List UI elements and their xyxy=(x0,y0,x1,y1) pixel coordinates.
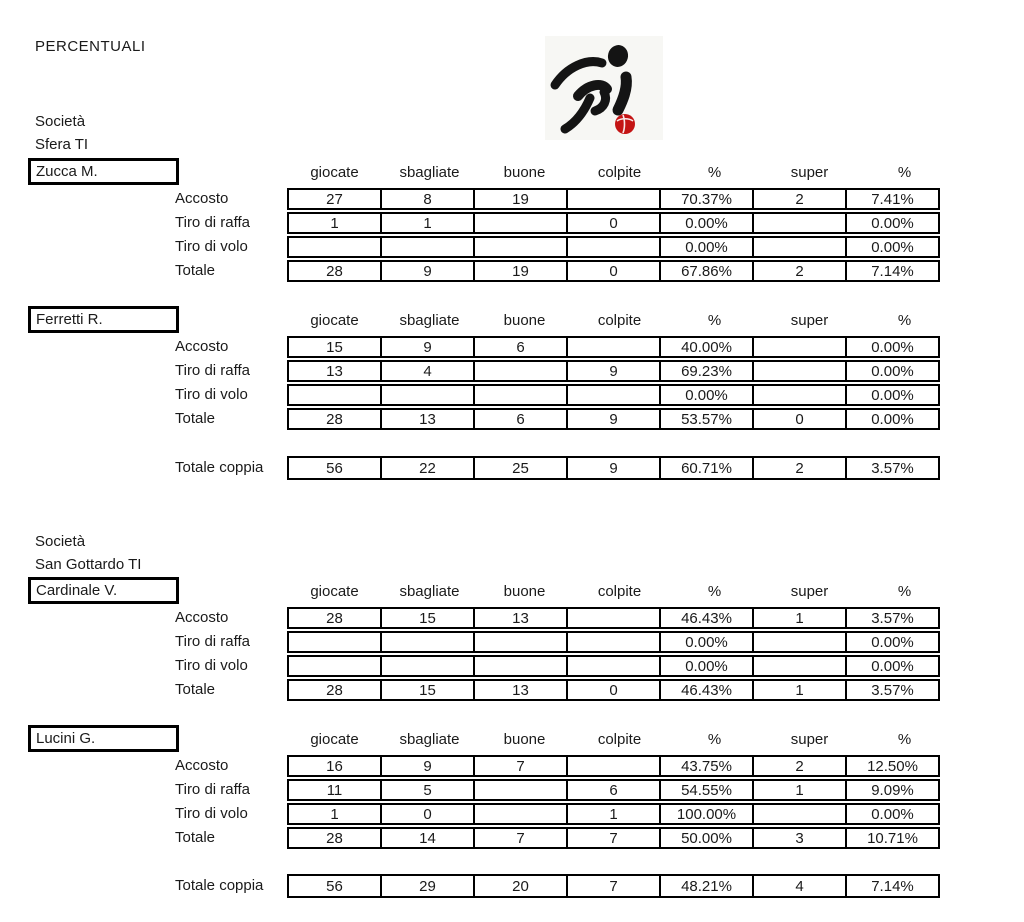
table-cell xyxy=(473,212,568,234)
row-labels xyxy=(175,607,250,703)
table-cell: 1 xyxy=(380,212,475,234)
table-row xyxy=(287,755,940,777)
table-cell: 4 xyxy=(380,360,475,382)
table-cell xyxy=(473,236,568,258)
table-cell xyxy=(752,336,847,358)
table-cell xyxy=(566,631,661,653)
table-cell: 14 xyxy=(380,827,475,849)
table-cell: 9 xyxy=(380,755,475,777)
totale-coppia-block-1 xyxy=(0,456,1024,486)
player-block-ferretti xyxy=(0,306,1024,456)
table-cell xyxy=(287,384,382,406)
table-row xyxy=(287,336,940,358)
table-cell xyxy=(566,755,661,777)
table-cell: 15 xyxy=(380,607,475,629)
table-cell: 4 xyxy=(752,874,847,898)
table-cell: 56 xyxy=(287,456,382,480)
table-cell: 28 xyxy=(287,260,382,282)
table-cell: 0.00% xyxy=(845,408,940,430)
table-cell: 1 xyxy=(752,607,847,629)
table-row xyxy=(287,384,940,406)
stats-table xyxy=(287,336,940,432)
column-header: % xyxy=(897,731,912,748)
table-cell: 9.09% xyxy=(845,779,940,801)
table-row xyxy=(287,655,940,677)
table-cell: 13 xyxy=(380,408,475,430)
table-cell xyxy=(752,803,847,825)
table-cell: 0.00% xyxy=(845,360,940,382)
row-labels xyxy=(175,755,250,851)
column-header: super xyxy=(790,164,829,181)
table-cell: 6 xyxy=(473,336,568,358)
table-cell: 0.00% xyxy=(659,236,754,258)
table-row xyxy=(287,456,940,480)
column-header: giocate xyxy=(310,312,359,329)
table-row xyxy=(287,260,940,282)
table-cell: 0.00% xyxy=(659,631,754,653)
bocce-logo xyxy=(545,36,663,140)
table-cell: 100.00% xyxy=(659,803,754,825)
column-header: buone xyxy=(503,164,546,181)
table-cell: 0.00% xyxy=(845,655,940,677)
table-cell: 60.71% xyxy=(659,456,754,480)
table-cell: 9 xyxy=(566,408,661,430)
society-label-1: Società xyxy=(35,113,86,130)
table-cell: 48.21% xyxy=(659,874,754,898)
row-label: Tiro di volo xyxy=(175,386,248,403)
table-cell: 0.00% xyxy=(845,212,940,234)
table-cell: 7.14% xyxy=(845,260,940,282)
table-cell: 0.00% xyxy=(659,212,754,234)
table-cell: 43.75% xyxy=(659,755,754,777)
table-row xyxy=(287,212,940,234)
table-cell: 15 xyxy=(287,336,382,358)
row-label: Tiro di volo xyxy=(175,657,248,674)
table-cell: 1 xyxy=(752,779,847,801)
table-cell: 70.37% xyxy=(659,188,754,210)
column-header-row xyxy=(287,581,952,603)
column-header: buone xyxy=(503,312,546,329)
table-cell: 1 xyxy=(287,803,382,825)
column-header: buone xyxy=(503,731,546,748)
row-label: Accosto xyxy=(175,338,229,355)
row-label: Tiro di raffa xyxy=(175,633,251,650)
table-cell xyxy=(566,336,661,358)
column-header: % xyxy=(707,731,722,748)
table-cell xyxy=(473,360,568,382)
totale-coppia-row xyxy=(287,874,940,900)
society-label-2: Società xyxy=(35,533,86,550)
totale-coppia-block-2 xyxy=(0,874,1024,904)
table-cell: 22 xyxy=(380,456,475,480)
player-block-lucini xyxy=(0,725,1024,875)
table-cell xyxy=(380,655,475,677)
table-row xyxy=(287,607,940,629)
stats-table xyxy=(287,755,940,851)
table-cell xyxy=(380,384,475,406)
row-label: Accosto xyxy=(175,190,229,207)
row-label: Totale xyxy=(175,262,216,279)
table-row xyxy=(287,679,940,701)
totale-coppia-label: Totale coppia xyxy=(175,877,264,894)
table-cell xyxy=(287,631,382,653)
table-cell: 0 xyxy=(380,803,475,825)
table-cell xyxy=(287,236,382,258)
table-cell: 67.86% xyxy=(659,260,754,282)
table-cell: 46.43% xyxy=(659,607,754,629)
row-labels xyxy=(175,336,250,432)
table-cell: 69.23% xyxy=(659,360,754,382)
table-cell: 53.57% xyxy=(659,408,754,430)
row-labels xyxy=(175,188,250,284)
column-header: sbagliate xyxy=(399,731,460,748)
table-cell: 7 xyxy=(566,827,661,849)
table-cell: 7 xyxy=(473,755,568,777)
table-cell: 19 xyxy=(473,260,568,282)
column-header: buone xyxy=(503,583,546,600)
table-cell xyxy=(380,236,475,258)
table-cell: 9 xyxy=(380,260,475,282)
table-row xyxy=(287,874,940,898)
table-cell xyxy=(566,236,661,258)
table-cell: 28 xyxy=(287,679,382,701)
society-name-2: San Gottardo TI xyxy=(35,556,142,573)
column-header: colpite xyxy=(597,583,642,600)
table-cell: 9 xyxy=(566,360,661,382)
column-header: colpite xyxy=(597,312,642,329)
table-cell xyxy=(473,631,568,653)
row-label: Tiro di volo xyxy=(175,805,248,822)
table-cell xyxy=(473,384,568,406)
table-cell: 56 xyxy=(287,874,382,898)
table-cell: 50.00% xyxy=(659,827,754,849)
row-label: Tiro di volo xyxy=(175,238,248,255)
table-cell: 1 xyxy=(287,212,382,234)
stats-table xyxy=(287,607,940,703)
table-cell: 3 xyxy=(752,827,847,849)
totale-coppia-row xyxy=(287,456,940,482)
table-row xyxy=(287,236,940,258)
table-cell: 1 xyxy=(752,679,847,701)
table-cell: 46.43% xyxy=(659,679,754,701)
table-cell: 40.00% xyxy=(659,336,754,358)
table-cell: 3.57% xyxy=(845,456,940,480)
table-cell: 0 xyxy=(566,212,661,234)
table-cell: 11 xyxy=(287,779,382,801)
column-header: % xyxy=(707,164,722,181)
table-cell: 12.50% xyxy=(845,755,940,777)
column-header: super xyxy=(790,583,829,600)
row-label: Accosto xyxy=(175,757,229,774)
table-cell: 7 xyxy=(566,874,661,898)
table-cell: 6 xyxy=(473,408,568,430)
row-label: Totale xyxy=(175,410,216,427)
table-cell xyxy=(473,655,568,677)
player-name-box: Ferretti R. xyxy=(28,306,179,333)
row-label: Tiro di raffa xyxy=(175,781,251,798)
table-cell: 6 xyxy=(566,779,661,801)
column-header: % xyxy=(707,312,722,329)
table-cell: 0.00% xyxy=(845,384,940,406)
column-header: % xyxy=(897,583,912,600)
column-header: colpite xyxy=(597,731,642,748)
table-cell: 9 xyxy=(566,456,661,480)
player-name-box: Zucca M. xyxy=(28,158,179,185)
table-row xyxy=(287,803,940,825)
column-header: sbagliate xyxy=(399,164,460,181)
table-cell: 3.57% xyxy=(845,679,940,701)
table-cell xyxy=(752,236,847,258)
column-header: % xyxy=(897,312,912,329)
table-cell: 28 xyxy=(287,607,382,629)
column-header: % xyxy=(707,583,722,600)
column-header: giocate xyxy=(310,583,359,600)
table-cell xyxy=(566,384,661,406)
table-cell: 2 xyxy=(752,260,847,282)
table-cell: 2 xyxy=(752,188,847,210)
table-cell: 13 xyxy=(473,679,568,701)
table-cell: 2 xyxy=(752,755,847,777)
table-cell: 7.41% xyxy=(845,188,940,210)
table-cell xyxy=(752,360,847,382)
table-cell xyxy=(752,631,847,653)
table-row xyxy=(287,827,940,849)
column-header: super xyxy=(790,731,829,748)
table-cell: 13 xyxy=(287,360,382,382)
table-cell: 9 xyxy=(380,336,475,358)
table-cell: 28 xyxy=(287,408,382,430)
table-cell: 1 xyxy=(566,803,661,825)
table-cell: 0 xyxy=(752,408,847,430)
column-header-row xyxy=(287,162,952,184)
table-row xyxy=(287,188,940,210)
society-name-1: Sfera TI xyxy=(35,136,89,153)
table-cell: 3.57% xyxy=(845,607,940,629)
table-cell: 2 xyxy=(752,456,847,480)
table-cell: 16 xyxy=(287,755,382,777)
stats-table xyxy=(287,188,940,284)
table-cell xyxy=(752,212,847,234)
table-cell: 0.00% xyxy=(845,336,940,358)
table-cell: 0.00% xyxy=(659,384,754,406)
totale-coppia-label: Totale coppia xyxy=(175,459,264,476)
table-cell: 0 xyxy=(566,260,661,282)
table-row xyxy=(287,360,940,382)
table-cell: 7.14% xyxy=(845,874,940,898)
row-label: Accosto xyxy=(175,609,229,626)
row-label: Tiro di raffa xyxy=(175,362,251,379)
table-row xyxy=(287,408,940,430)
column-header-row xyxy=(287,729,952,751)
table-cell: 0.00% xyxy=(845,631,940,653)
table-cell xyxy=(287,655,382,677)
column-header: % xyxy=(897,164,912,181)
table-cell xyxy=(380,631,475,653)
table-cell xyxy=(752,384,847,406)
table-cell: 7 xyxy=(473,827,568,849)
table-cell xyxy=(566,188,661,210)
table-cell: 0.00% xyxy=(845,803,940,825)
table-cell: 0.00% xyxy=(845,236,940,258)
table-cell: 29 xyxy=(380,874,475,898)
player-name-box: Lucini G. xyxy=(28,725,179,752)
table-cell: 0.00% xyxy=(659,655,754,677)
column-header: super xyxy=(790,312,829,329)
player-block-cardinale xyxy=(0,577,1024,727)
table-cell: 27 xyxy=(287,188,382,210)
player-name-box: Cardinale V. xyxy=(28,577,179,604)
column-header: giocate xyxy=(310,731,359,748)
page-title: PERCENTUALI xyxy=(35,38,146,55)
player-block-zucca xyxy=(0,158,1024,308)
table-cell: 8 xyxy=(380,188,475,210)
table-cell xyxy=(566,607,661,629)
table-cell: 5 xyxy=(380,779,475,801)
table-cell: 19 xyxy=(473,188,568,210)
row-label: Tiro di raffa xyxy=(175,214,251,231)
bocce-player-icon xyxy=(545,36,663,140)
table-cell xyxy=(566,655,661,677)
table-row xyxy=(287,631,940,653)
row-label: Totale xyxy=(175,829,216,846)
row-label: Totale xyxy=(175,681,216,698)
table-row xyxy=(287,779,940,801)
table-cell: 20 xyxy=(473,874,568,898)
column-header-row xyxy=(287,310,952,332)
table-cell: 54.55% xyxy=(659,779,754,801)
table-cell: 25 xyxy=(473,456,568,480)
column-header: sbagliate xyxy=(399,583,460,600)
table-cell xyxy=(473,803,568,825)
table-cell xyxy=(473,779,568,801)
column-header: sbagliate xyxy=(399,312,460,329)
column-header: giocate xyxy=(310,164,359,181)
table-cell: 0 xyxy=(566,679,661,701)
table-cell: 15 xyxy=(380,679,475,701)
table-cell: 28 xyxy=(287,827,382,849)
column-header: colpite xyxy=(597,164,642,181)
table-cell: 13 xyxy=(473,607,568,629)
table-cell: 10.71% xyxy=(845,827,940,849)
table-cell xyxy=(752,655,847,677)
